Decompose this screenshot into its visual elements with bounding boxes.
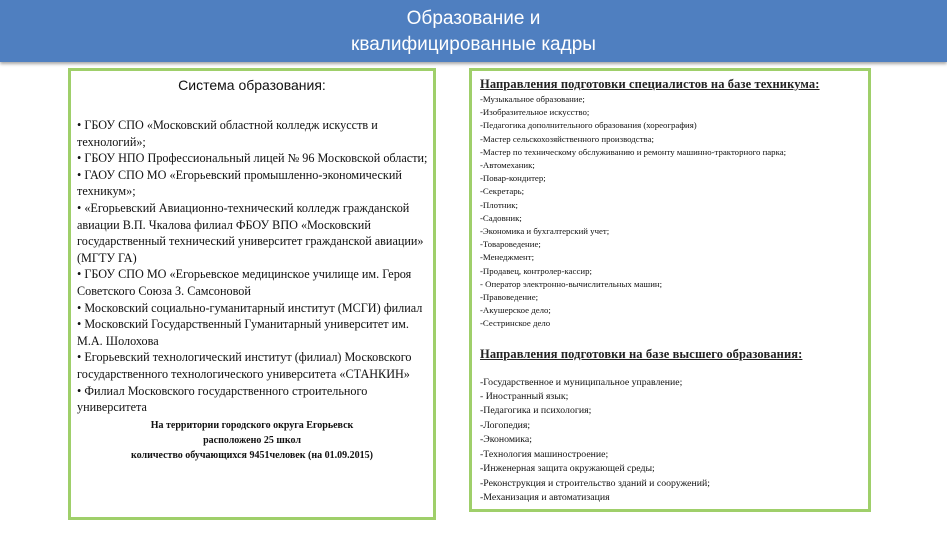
- higher-education-heading: Направления подготовки на базе высшего образования:: [480, 346, 803, 361]
- list-item: -Мастер по техническому обслуживанию и ремонту машинно-тракторного парка;: [480, 146, 787, 157]
- list-item: -Механизация и автоматизация: [480, 491, 610, 503]
- list-item: -Мастер сельскохозяйственного производства;: [480, 133, 654, 144]
- list-item: -Садовник;: [480, 212, 522, 223]
- education-system-panel: [68, 68, 436, 520]
- list-item: • Московский Государственный Гуманитарный университет им. М.А. Шолохова: [77, 317, 409, 348]
- list-item: - Оператор электронно-вычислительных машин;: [480, 278, 663, 289]
- note-line: На территории городского округа Егорьевск: [150, 419, 354, 431]
- list-item: -Секретарь;: [480, 186, 525, 197]
- title-line-1: Образование и: [406, 8, 541, 29]
- technical-directions-heading: Направления подготовки специалистов на базе техникума:: [480, 77, 820, 91]
- list-item: • ГБОУ НПО Профессиональный лицей № 96 Московской области;: [77, 151, 428, 166]
- list-item: -Плотник;: [480, 199, 518, 210]
- list-item: -Сестринское дело: [480, 318, 551, 329]
- list-item: -Автомеханик;: [480, 160, 535, 171]
- list-item: -Экономика и бухгалтерский учет;: [480, 226, 610, 237]
- list-item: - Иностранный язык;: [480, 391, 569, 403]
- list-item: • Егорьевский технологический институт (филиал) Московского государственного технологического университета «СТАНКИН»: [77, 350, 412, 381]
- list-item: • Московский социально-гуманитарный институт (МСГИ) филиал: [77, 300, 423, 315]
- list-item: • ГБОУ СПО «Московский областной колледж искусств и технологий»;: [77, 118, 378, 149]
- list-item: -Педагогика дополнительного образования (хореография): [480, 120, 697, 131]
- list-item: -Музыкальное образование;: [480, 94, 585, 104]
- institution-list: [77, 117, 429, 416]
- list-item: -Технология машиностроение;: [480, 448, 609, 460]
- list-item: -Инженерная защита окружающей среды;: [480, 463, 655, 475]
- higher-education-list: [480, 376, 868, 506]
- note-line: расположено 25 школ: [203, 434, 301, 446]
- list-item: -Экономика;: [480, 434, 532, 446]
- list-item: -Менеджмент;: [480, 252, 535, 263]
- list-item: -Продавец, контролер-кассир;: [480, 265, 592, 276]
- list-item: • «Егорьевский Авиационно-технический колледж гражданской авиации В.П. Чкалова филиал ФБОУ ВПО «Московский государственный технический университет гражданской авиации» (МГТУ ГА): [77, 200, 424, 265]
- education-system-heading: Система образования:: [178, 77, 326, 93]
- training-directions-panel: [469, 68, 871, 512]
- list-item: • ГБОУ СПО МО «Егорьевское медицинское училище им. Героя Советского Союза З. Самсоновой: [77, 267, 412, 298]
- list-item: -Логопедия;: [480, 419, 531, 431]
- list-item: -Акушерское дело;: [480, 305, 551, 316]
- list-item: • Филиал Московского государственного строительного университета: [77, 383, 368, 415]
- list-item: -Товароведение;: [480, 239, 541, 250]
- note-line: количество обучающихся 9451человек (на 01.09.2015): [131, 449, 373, 461]
- list-item: -Государственное и муниципальное управление;: [480, 376, 683, 388]
- technical-directions-list: [480, 93, 868, 331]
- list-item: -Педагогика и психология;: [480, 405, 592, 417]
- list-item: • ГАОУ СПО МО «Егорьевский промышленно-экономический техникум»;: [77, 167, 402, 199]
- title-line-2: квалифицированные кадры: [351, 34, 596, 55]
- list-item: -Повар-кондитер;: [480, 173, 546, 184]
- list-item: -Реконструкция и строительство зданий и сооружений;: [480, 477, 710, 489]
- schools-note: [71, 418, 433, 463]
- list-item: -Изобразительное искусство;: [480, 107, 590, 118]
- list-item: -Правоведение;: [480, 292, 539, 303]
- title-banner: [0, 0, 947, 62]
